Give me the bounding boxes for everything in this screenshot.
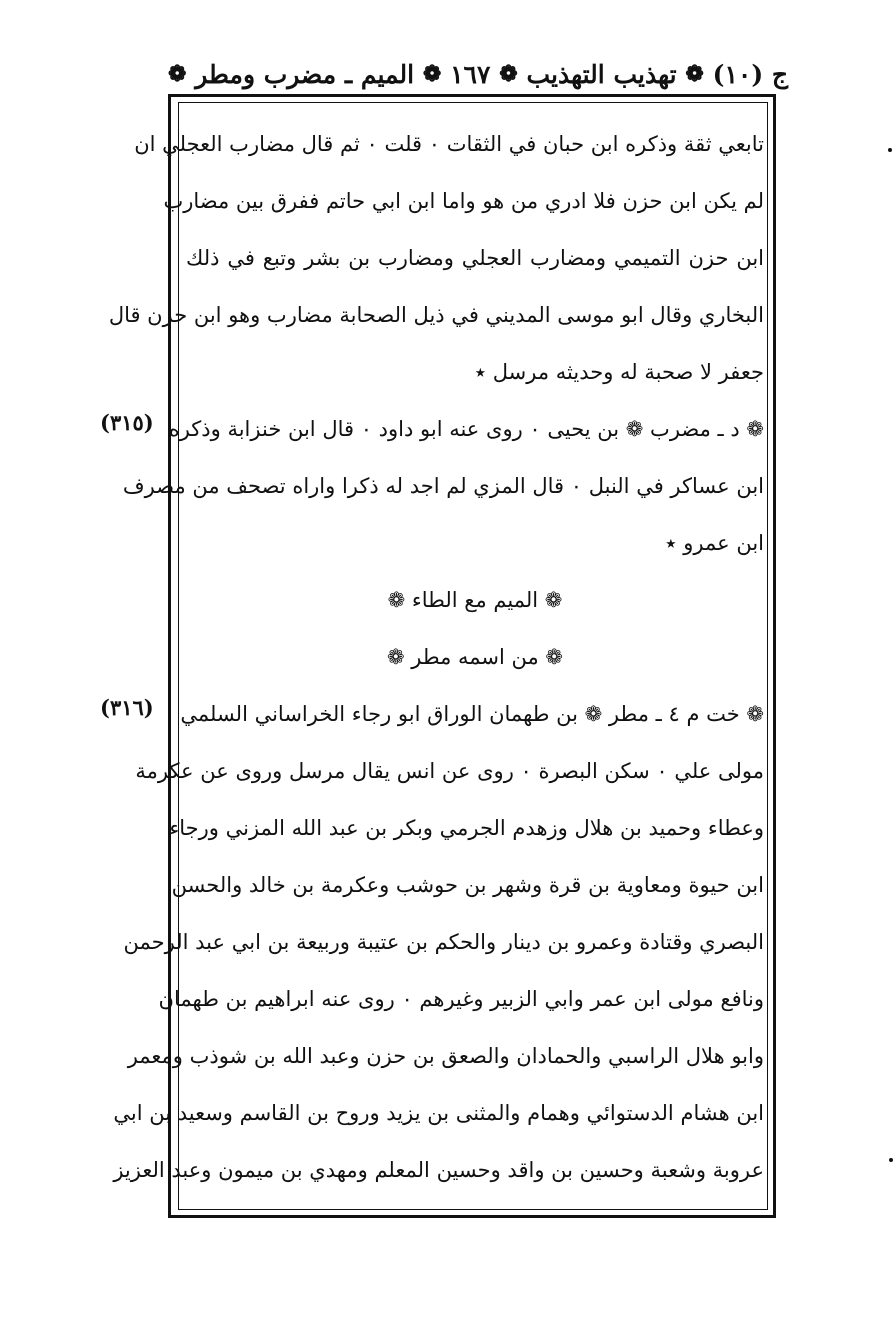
- text-line: وابو هلال الراسبي والحمادان والصعق بن حزن وعبد الله بن شوذب ومعمر: [127, 1044, 764, 1068]
- text-line: وعطاء وحميد بن هلال وزهدم الجرمي وبكر بن عبد الله المزني ورجاء: [169, 816, 764, 840]
- text-line: البصري وقتادة وعمرو بن دينار والحكم بن عتيبة وربيعة بن ابي عبد الرحمن: [123, 930, 764, 954]
- margin-mark: [888, 148, 892, 152]
- section-title: الميم ـ مضرب ومطر: [195, 59, 415, 89]
- text-line: البخاري وقال ابو موسى المديني في ذيل الصحابة مضارب وهو ابن حزن قال: [108, 303, 764, 327]
- text-line: تابعي ثقة وذكره ابن حبان في الثقات ٠ قلت ٠ ثم قال مضارب العجلي ان: [134, 132, 764, 156]
- text-line: ابن عساكر في النبل ٠ قال المزي لم اجد له ذكرا واراه تصحف من مصرف: [122, 474, 764, 498]
- ornament-icon: ❁: [499, 61, 518, 87]
- text-line: ابن حيوة ومعاوية بن قرة وشهر بن حوشب وعكرمة بن خالد والحسن: [171, 873, 764, 897]
- volume-number: ج (١٠): [712, 59, 788, 89]
- text-line: مولى علي ٠ سكن البصرة ٠ روى عن انس يقال مرسل وروى عن عكرمة: [135, 759, 764, 783]
- book-title: تهذيب التهذيب: [526, 59, 677, 89]
- text-line: ابن هشام الدستوائي وهمام والمثنى بن يزيد وروح بن القاسم وسعيد بن ابي: [113, 1101, 764, 1125]
- text-line: ابن حزن التميمي ومضارب العجلي ومضارب بن بشر وتبع في ذلك: [186, 246, 764, 270]
- text-line: عروبة وشعبة وحسين بن واقد وحسين المعلم ومهدي بن ميمون وعبد العزيز: [113, 1158, 764, 1182]
- entry-316-heading-line: ❁ خت م ٤ ـ مطر ❁ بن طهمان الوراق ابو رجاء الخراساني السلمي: [180, 702, 764, 726]
- text-line: ابن عمرو ٭: [665, 531, 764, 555]
- entry-number-315: (٣١٥): [100, 410, 154, 435]
- page-number: ١٦٧: [450, 59, 491, 89]
- text-line: لم يكن ابن حزن فلا ادري من هو واما ابن ابي حاتم ففرق بين مضارب: [163, 189, 764, 213]
- entry-number-316: (٣١٦): [100, 695, 154, 720]
- chapter-heading: ❁ الميم مع الطاء ❁: [387, 588, 563, 612]
- subsection-heading: ❁ من اسمه مطر ❁: [386, 645, 564, 669]
- margin-mark: [889, 1158, 893, 1162]
- ornament-icon: ❁: [685, 61, 704, 87]
- ornament-icon: ❁: [168, 61, 187, 87]
- text-line: جعفر لا صحبة له وحديثه مرسل ٭: [474, 360, 764, 384]
- ornament-icon: ❁: [422, 61, 442, 87]
- text-line: ونافع مولى ابن عمر وابي الزبير وغيرهم ٠ روى عنه ابراهيم بن طهمان: [158, 987, 764, 1011]
- entry-315-heading-line: ❁ د ـ مضرب ❁ بن يحيى ٠ روى عنه ابو داود ٠ قال ابن خنزابة وذكره: [168, 417, 764, 441]
- running-header: [168, 52, 788, 96]
